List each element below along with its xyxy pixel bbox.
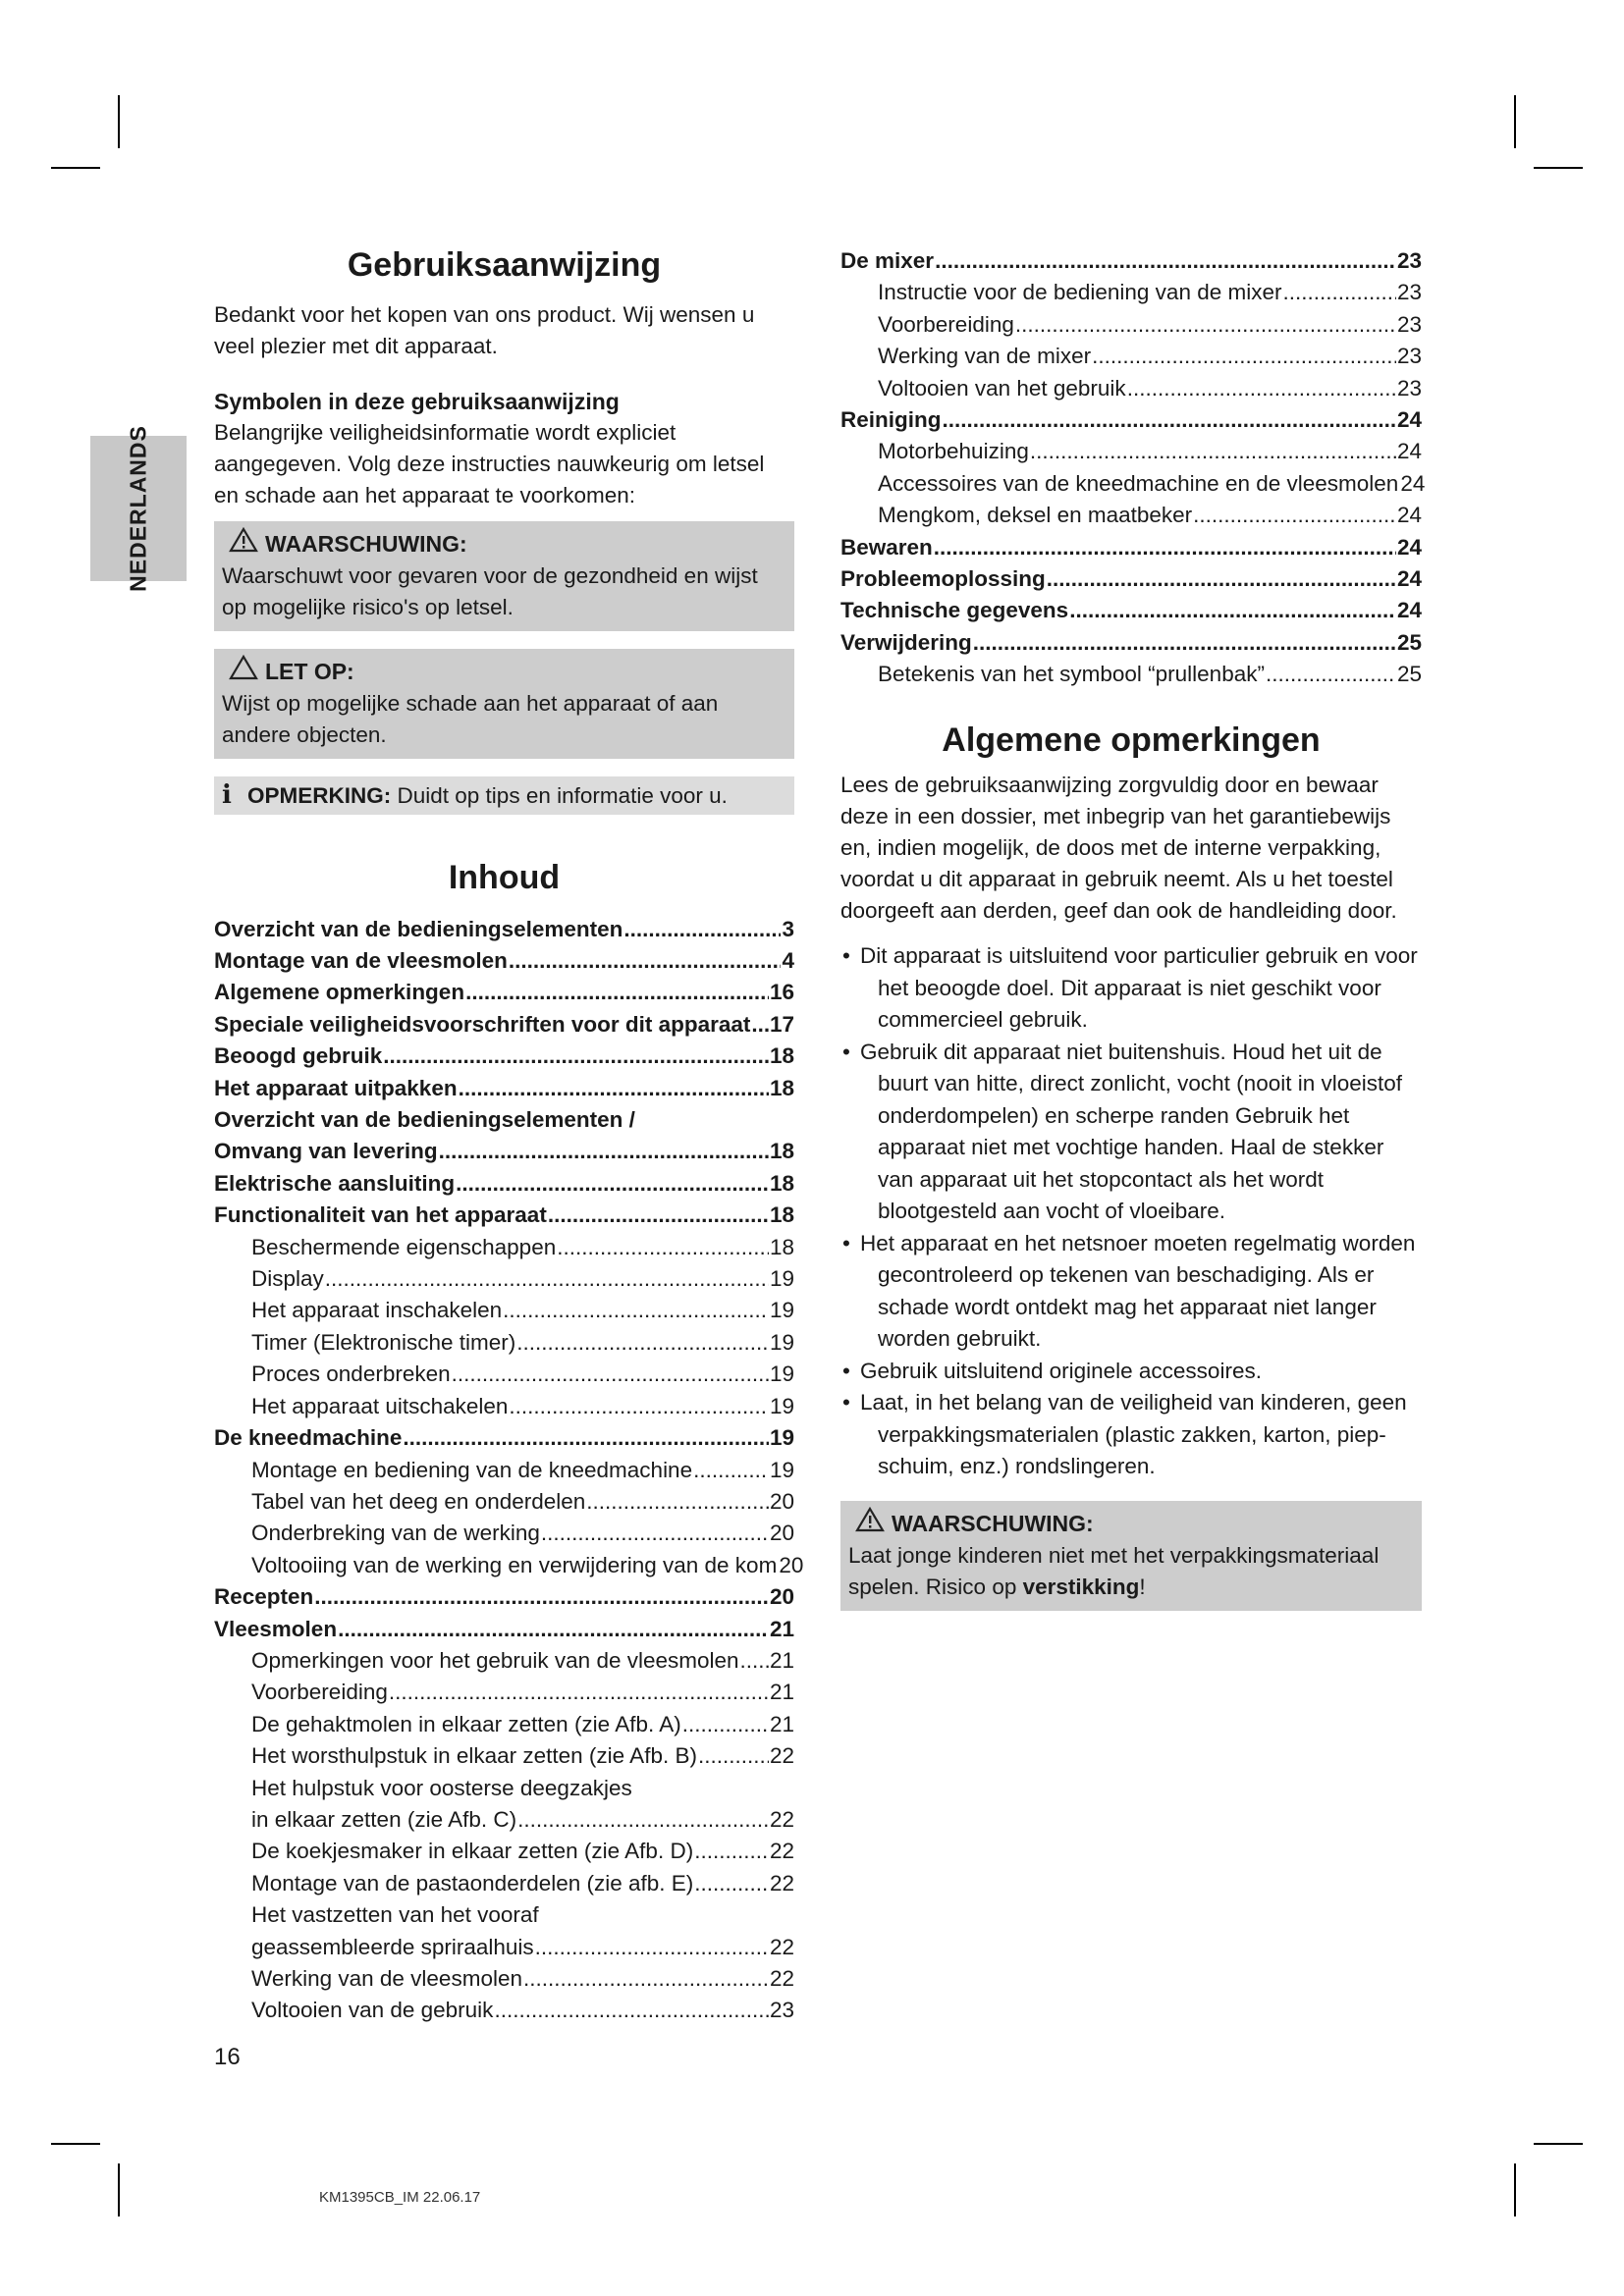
toc-leader-dots (517, 1804, 769, 1836)
toc-entry-title: Onderbreking van de werking (251, 1521, 540, 1546)
toc-page-number: 21 (769, 1711, 794, 1736)
toc-page-number: 23 (1396, 375, 1422, 400)
warning-box (214, 521, 794, 631)
toc-entry-title: Algemene opmerkingen (214, 980, 465, 1005)
toc-entry-title: Overzicht van de bedieningselementen / (214, 1107, 635, 1133)
toc-entry (214, 945, 794, 977)
toc-leader-dots (693, 1455, 769, 1486)
toc-page-number: 20 (769, 1521, 794, 1546)
toc-page-number: 24 (1396, 407, 1422, 433)
toc-leader-dots (694, 1836, 769, 1867)
toc-page-number: 19 (769, 1362, 794, 1387)
toc-leader-dots (452, 1359, 769, 1390)
toc-leader-dots (456, 1168, 769, 1200)
toc-page-number: 25 (1396, 629, 1422, 655)
toc-entry (214, 1327, 794, 1359)
toc-entry-title: De gehaktmolen in elkaar zetten (zie Afb. A) (251, 1711, 681, 1736)
toc-page-number: 19 (769, 1425, 794, 1451)
toc-page-number: 18 (769, 1043, 794, 1069)
toc-page-number: 24 (1396, 598, 1422, 623)
toc-entry (214, 1581, 794, 1613)
toc-entry (214, 914, 794, 945)
toc-leader-dots (943, 404, 1396, 436)
toc-leader-dots (934, 532, 1396, 563)
intro-text: Bedankt voor het kopen van ons product. Wij wensen u veel plezier met dit apparaat. (214, 301, 755, 358)
toc-entry (214, 1200, 794, 1231)
toc-entry-title: Betekenis van het symbool “prullenbak” (878, 662, 1265, 687)
toc-entry (840, 532, 1422, 563)
toc-entry (214, 1391, 794, 1422)
toc-leader-dots (459, 1073, 769, 1104)
toc-leader-dots (1282, 277, 1395, 308)
language-tab-label: NEDERLANDS (125, 425, 151, 592)
toc-page-number: 21 (769, 1616, 794, 1641)
toc-entry-title: Timer (Elektronische timer) (251, 1329, 516, 1355)
toc-entry (214, 1804, 794, 1836)
toc-page-number: 24 (1396, 566, 1422, 592)
toc-entry-title: Accessoires van de kneedmachine en de vleesmolen (878, 470, 1399, 496)
toc-page-number: 22 (769, 1806, 794, 1832)
toc-page-number: 21 (769, 1680, 794, 1705)
toc-entry-title: Montage van de vleesmolen (214, 948, 508, 973)
toc-entry-title: Voorbereiding (251, 1680, 388, 1705)
toc-entry-title: De koekjesmaker in elkaar zetten (zie Afb. D) (251, 1839, 694, 1864)
toc-entry (214, 1422, 794, 1454)
crop-mark (51, 167, 100, 169)
toc-page-number: 25 (1396, 662, 1422, 687)
caution-triangle-icon (222, 655, 265, 688)
toc-entry (214, 1963, 794, 1995)
toc-leader-dots (1030, 436, 1396, 467)
toc-leader-dots (1069, 595, 1396, 626)
warning-text: Waarschuwt voor gevaren voor de gezondheid en wijst op mogelijke risico's op letsel. (222, 562, 758, 619)
toc-page-number: 19 (769, 1393, 794, 1418)
toc-page-number: 17 (769, 1011, 794, 1037)
left-column (214, 245, 804, 2027)
right-column (840, 245, 1426, 1611)
warning-triangle-icon (848, 1507, 892, 1540)
warning-label-2: WAARSCHUWING: (892, 1510, 1094, 1536)
symbols-text: Belangrijke veiligheidsinformatie wordt expliciet aangegeven. Volg deze instructies nauwkeurig om letsel en schade aan het apparaat te voorkomen: (214, 419, 765, 507)
toc-entry-title: Werking van de mixer (878, 344, 1092, 369)
toc-entry (840, 595, 1422, 626)
note-text: Duidt op tips en informatie voor u. (391, 782, 728, 808)
toc-entry (840, 309, 1422, 341)
toc-page-number: 19 (769, 1329, 794, 1355)
toc-leader-dots (694, 1868, 769, 1899)
warning-text-2: Laat jonge kinderen niet met het verpakkingsmateriaal spelen. Risico op verstikking! (848, 1542, 1380, 1599)
toc-leader-dots (1047, 563, 1396, 595)
toc-entry-title: Het apparaat uitschakelen (251, 1393, 509, 1418)
bullet-item: • Het apparaat en het netsnoer moeten regelmatig worden gecontroleerd op tekenen van beschadiging. Als er schade wordt ontdekt mag het apparaat niet langer worden gebruikt. (840, 1228, 1422, 1356)
toc-entry-title: Technische gegevens (840, 598, 1069, 623)
toc-entry-title: De kneedmachine (214, 1425, 403, 1451)
toc-leader-dots (935, 245, 1396, 277)
toc-entry-title: Werking van de vleesmolen (251, 1966, 522, 1991)
toc-entry-title: Montage en bediening van de kneedmachine (251, 1457, 693, 1482)
toc-page-number: 18 (769, 1202, 794, 1228)
toc-entry-title: Tabel van het deeg en onderdelen (251, 1488, 586, 1514)
toc-entry (840, 436, 1422, 467)
toc-page-number: 20 (769, 1488, 794, 1514)
note-box (214, 776, 794, 815)
toc-leader-dots (314, 1581, 769, 1613)
toc-entry-title: Montage van de pastaonderdelen (zie afb. E) (251, 1870, 694, 1896)
toc-entry-title: Elektrische aansluiting (214, 1170, 456, 1196)
toc-entry-title: Voltooiing van de werking en verwijdering van de kom (251, 1552, 778, 1577)
toc-leader-dots (383, 1041, 769, 1072)
toc-leader-dots (586, 1486, 769, 1518)
caution-label: LET OP: (265, 658, 354, 684)
toc-leader-dots (535, 1932, 769, 1963)
note-label: OPMERKING: (247, 782, 392, 808)
toc-leader-dots (548, 1200, 769, 1231)
toc-entry (214, 1740, 794, 1772)
toc-entry (214, 1645, 794, 1677)
toc-entry-title: Verwijdering (840, 629, 972, 655)
bullet-item: • Gebruik uitsluitend originele accessoires. (840, 1356, 1422, 1388)
toc-page-number: 22 (769, 1870, 794, 1896)
print-footer: KM1395CB_IM 22.06.17 (319, 2189, 481, 2206)
toc-entry-title: Probleemoplossing (840, 566, 1046, 592)
toc-leader-dots (740, 1645, 769, 1677)
toc-entry (214, 1550, 804, 1581)
toc-entry (214, 1295, 794, 1326)
toc-page-number: 24 (1396, 439, 1422, 464)
toc-entry (214, 1136, 794, 1167)
toc-entry-title: Omvang van levering (214, 1139, 438, 1164)
toc-page-number: 20 (769, 1584, 794, 1610)
toc-page-number: 18 (769, 1139, 794, 1164)
crop-mark (118, 2163, 120, 2216)
toc-entry (214, 1104, 794, 1136)
crop-mark (1514, 95, 1516, 148)
toc-leader-dots (1127, 373, 1396, 404)
toc-entry (214, 1836, 794, 1867)
toc-entry (214, 1486, 794, 1518)
toc-entry-title: Speciale veiligheidsvoorschriften voor dit apparaat (214, 1011, 751, 1037)
toc-entry-title: Reiniging (840, 407, 942, 433)
toc-entry (214, 1073, 794, 1104)
toc-leader-dots (1015, 309, 1396, 341)
toc-page-number: 3 (782, 916, 794, 941)
toc-page-number: 24 (1400, 470, 1426, 496)
crop-mark (118, 95, 120, 148)
toc-page-number: 23 (1396, 280, 1422, 305)
toc-leader-dots (439, 1136, 769, 1167)
toc-page-number: 19 (769, 1298, 794, 1323)
toc-entry (214, 1232, 794, 1263)
toc-leader-dots (403, 1422, 769, 1454)
toc-entry (214, 1518, 794, 1549)
toc-entry-title: Instructie voor de bediening van de mixer (878, 280, 1282, 305)
toc-leader-dots (325, 1263, 769, 1295)
caution-text: Wijst op mogelijke schade aan het apparaat of aan andere objecten. (222, 690, 719, 747)
page-title: Gebruiksaanwijzing (347, 246, 662, 284)
toc-leader-dots (751, 1009, 769, 1041)
toc-entry (840, 245, 1422, 277)
toc-page-number: 16 (769, 980, 794, 1005)
toc-leader-dots (541, 1518, 769, 1549)
toc-page-number: 4 (782, 948, 794, 973)
toc-page-number: 18 (769, 1075, 794, 1100)
toc-page-number: 23 (769, 1998, 794, 2023)
toc-entry-title: Beschermende eigenschappen (251, 1234, 557, 1259)
toc-entry (214, 1677, 794, 1708)
toc-list-left (214, 914, 804, 2027)
toc-entry-title: Functionaliteit van het apparaat (214, 1202, 547, 1228)
toc-page-number: 19 (769, 1266, 794, 1292)
toc-entry-title: Overzicht van de bedieningselementen (214, 916, 623, 941)
toc-page-number: 24 (1396, 534, 1422, 560)
toc-entry (214, 1455, 794, 1486)
toc-leader-dots (623, 914, 781, 945)
toc-title: Inhoud (448, 858, 561, 896)
toc-leader-dots (503, 1295, 769, 1326)
symbols-heading: Symbolen in deze gebruiksaanwijzing (214, 388, 620, 414)
toc-entry-title: Het apparaat inschakelen (251, 1298, 503, 1323)
toc-entry (214, 1995, 794, 2026)
toc-entry (214, 1709, 794, 1740)
toc-leader-dots (389, 1677, 769, 1708)
crop-mark (1534, 167, 1583, 169)
toc-entry-title: Proces onderbreken (251, 1362, 451, 1387)
toc-list-right (840, 245, 1426, 691)
toc-entry-title: Display (251, 1266, 324, 1292)
toc-leader-dots (523, 1963, 769, 1995)
bullet-item: • Gebruik dit apparaat niet buitenshuis. Houd het uit de buurt van hitte, direct zonlicht, vocht (nooit in vloeistof onderdompelen) en scherpe randen Gebruik het apparaat niet met vochtige handen. Haal de stekker van apparaat uit het stopcontact als het wordt blootgesteld aan vocht of vloeibare. (840, 1037, 1422, 1228)
toc-page-number: 18 (769, 1170, 794, 1196)
toc-page-number: 22 (769, 1743, 794, 1769)
toc-leader-dots (509, 945, 782, 977)
toc-leader-dots (557, 1232, 769, 1263)
toc-entry (214, 1168, 794, 1200)
toc-entry (840, 277, 1422, 308)
toc-entry (840, 563, 1422, 595)
toc-entry (214, 1932, 794, 1963)
general-intro: Lees de gebruiksaanwijzing zorgvuldig door en bewaar deze in een dossier, met inbegrip van het garantiebewijs en, indien mogelijk, de doos met de interne verpakking, voordat u dit apparaat in gebruik neemt. Als u het toestel doorgeeft aan derden, geef dan ook de handleiding door. (840, 773, 1397, 924)
toc-leader-dots (1092, 341, 1396, 372)
toc-entry-title: Vleesmolen (214, 1616, 338, 1641)
toc-entry-title: Bewaren (840, 534, 933, 560)
toc-leader-dots (516, 1327, 769, 1359)
toc-entry (214, 1263, 794, 1295)
toc-leader-dots (465, 977, 769, 1008)
toc-page-number: 22 (769, 1934, 794, 1959)
toc-page-number: 19 (769, 1457, 794, 1482)
section-title: Algemene opmerkingen (942, 721, 1321, 759)
crop-mark (51, 2143, 100, 2145)
toc-entry-title: Voltooien van de gebruik (251, 1998, 494, 2023)
toc-leader-dots (1266, 659, 1396, 690)
toc-entry-title: Het hulpstuk voor oosterse deegzakjes (251, 1775, 632, 1800)
toc-entry-title: De mixer (840, 248, 935, 273)
toc-entry-title: Beoogd gebruik (214, 1043, 383, 1069)
general-bullets (840, 940, 1422, 1483)
toc-entry (214, 1773, 794, 1804)
toc-entry-title: geassembleerde spriraalhuis (251, 1934, 534, 1959)
toc-page-number: 24 (1396, 503, 1422, 528)
toc-entry (214, 1041, 794, 1072)
crop-mark (1534, 2143, 1583, 2145)
toc-leader-dots (338, 1614, 769, 1645)
warning-box-2 (840, 1501, 1422, 1611)
warning-triangle-icon (222, 527, 265, 561)
warning-label: WAARSCHUWING: (265, 530, 467, 557)
bullet-item: • Laat, in het belang van de veiligheid van kinderen, geen verpakkingsmaterialen (plastic zakken, karton, piep-schuim, enz.) rondslingeren. (840, 1387, 1422, 1483)
toc-entry-title: Mengkom, deksel en maatbeker (878, 503, 1193, 528)
bullet-item: • Dit apparaat is uitsluitend voor particulier gebruik en voor het beoogde doel. Dit apparaat is niet geschikt voor commercieel gebruik. (840, 940, 1422, 1037)
toc-leader-dots (509, 1391, 769, 1422)
toc-entry-title: Het apparaat uitpakken (214, 1075, 458, 1100)
toc-entry (840, 373, 1422, 404)
toc-entry (214, 1009, 794, 1041)
toc-entry (840, 659, 1422, 690)
info-icon: i (222, 779, 232, 810)
toc-entry-title: Voltooien van het gebruik (878, 375, 1126, 400)
toc-leader-dots (973, 627, 1396, 659)
toc-page-number: 22 (769, 1966, 794, 1991)
toc-entry (214, 1359, 794, 1390)
toc-entry (214, 977, 794, 1008)
toc-entry (840, 500, 1422, 531)
crop-mark (1514, 2163, 1516, 2216)
toc-page-number: 18 (769, 1234, 794, 1259)
toc-leader-dots (698, 1740, 769, 1772)
page-number: 16 (214, 2044, 241, 2070)
caution-box (214, 649, 794, 759)
toc-page-number: 23 (1396, 311, 1422, 337)
toc-entry (214, 1868, 794, 1899)
toc-entry (840, 341, 1422, 372)
toc-entry (840, 468, 1426, 500)
toc-page-number: 21 (769, 1647, 794, 1673)
toc-entry-title: in elkaar zetten (zie Afb. C) (251, 1806, 517, 1832)
toc-entry (840, 404, 1422, 436)
toc-entry-title: Opmerkingen voor het gebruik van de vleesmolen (251, 1647, 739, 1673)
toc-page-number: 23 (1396, 344, 1422, 369)
toc-leader-dots (494, 1995, 769, 2026)
toc-entry-title: Het worsthulpstuk in elkaar zetten (zie Afb. B) (251, 1743, 697, 1769)
toc-entry-title: Recepten (214, 1584, 314, 1610)
toc-entry-title: Het vastzetten van het vooraf (251, 1902, 539, 1928)
toc-entry (840, 627, 1422, 659)
toc-leader-dots (1193, 500, 1396, 531)
toc-entry (214, 1899, 794, 1931)
toc-page-number: 22 (769, 1839, 794, 1864)
toc-page-number: 23 (1396, 248, 1422, 273)
toc-entry-title: Voorbereiding (878, 311, 1014, 337)
toc-leader-dots (682, 1709, 769, 1740)
language-tab (90, 425, 187, 592)
toc-entry-title: Motorbehuizing (878, 439, 1029, 464)
toc-page-number: 20 (779, 1552, 804, 1577)
toc-entry (214, 1614, 794, 1645)
